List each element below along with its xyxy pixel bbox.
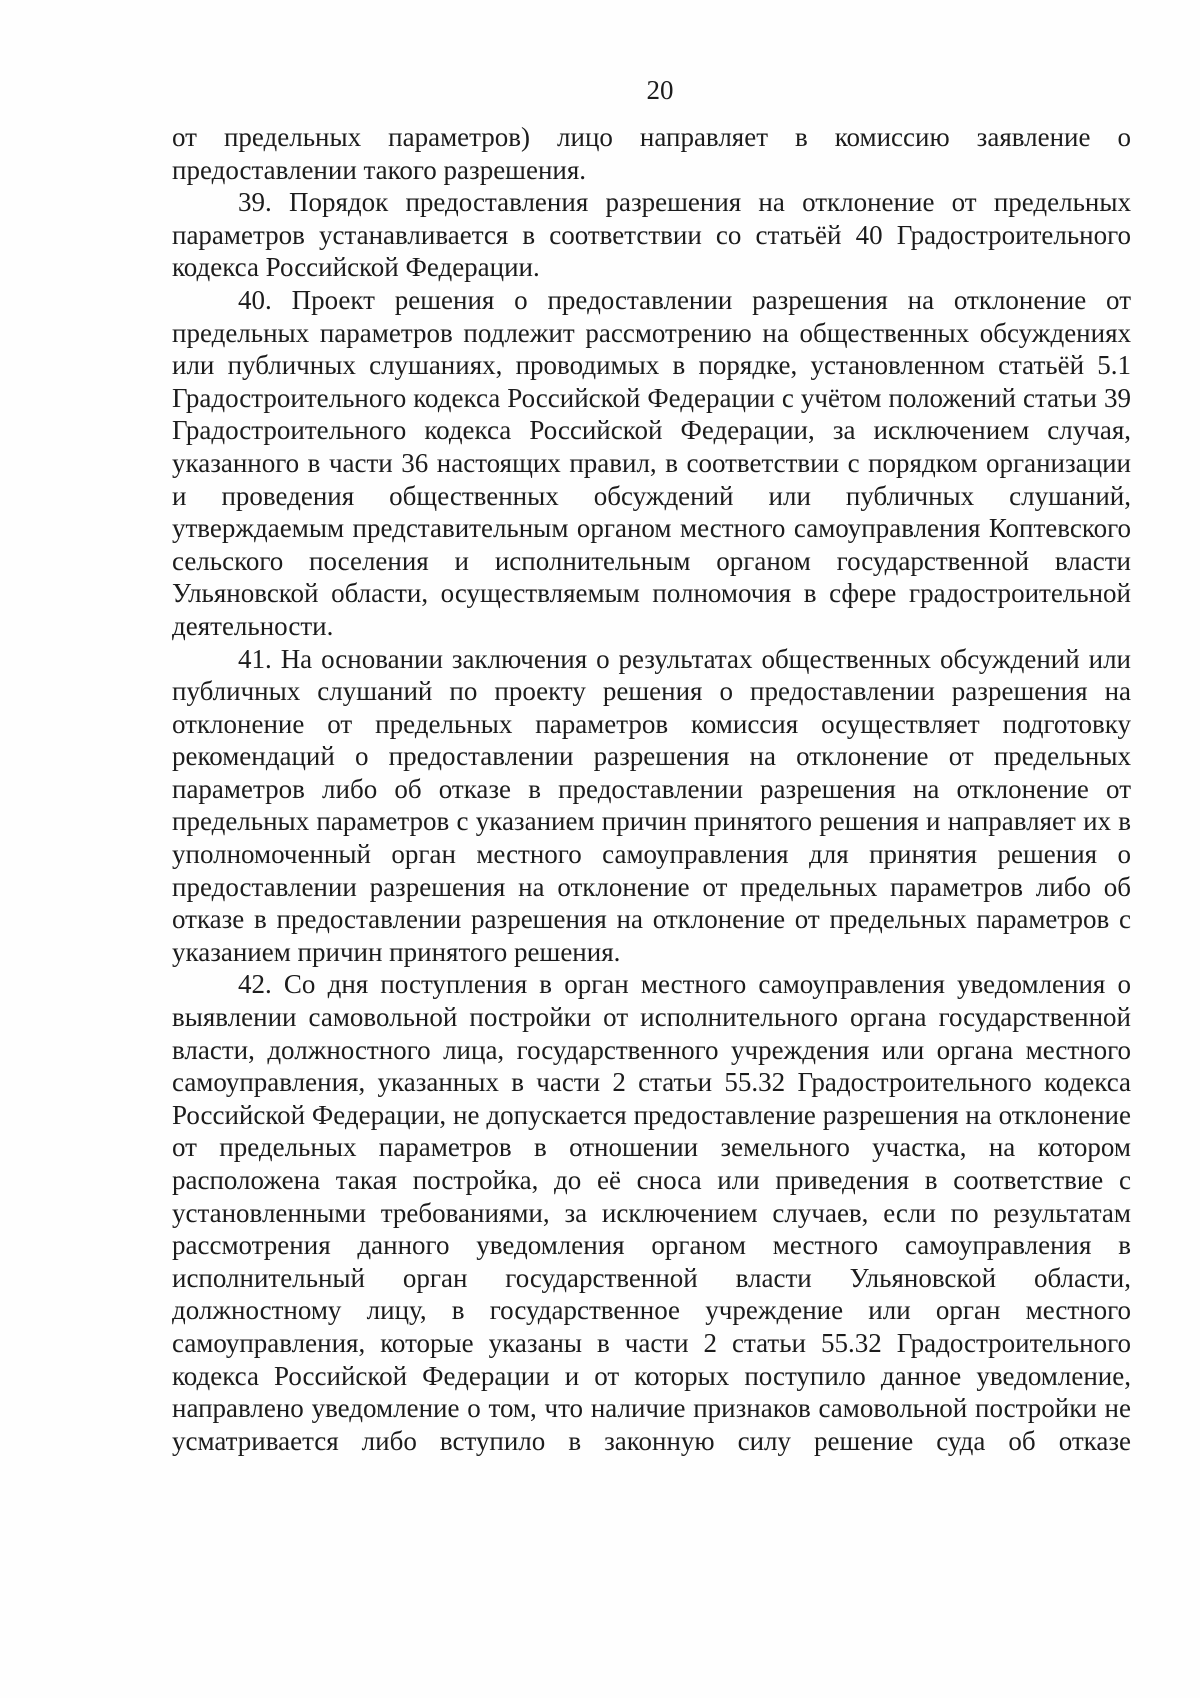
document-body xyxy=(172,121,1131,1457)
paragraph-text: Порядок предоставления разрешения на отклонение от предельных параметров устанавливается в соответствии со статьёй 40 Градостроительного кодекса Российской Федерации. xyxy=(172,187,1132,283)
paragraph-40 xyxy=(172,284,1131,643)
paragraph-continuation xyxy=(172,121,1131,186)
paragraph-41 xyxy=(172,643,1131,969)
paragraph-text: от предельных параметров) лицо направляет в комиссию заявление о предоставлении такого разрешения. xyxy=(172,122,1131,185)
paragraph-text: Со дня поступления в орган местного самоуправления уведомления о выявлении самовольной постройки от исполнительного органа государственной власти, должностного лица, государственного учреждения или органа местного самоуправления, указанных в части 2 статьи 55.32 Градостроительного кодекса Российской Федерации, не допускается предоставление разрешения на отклонение от предельных параметров в отношении земельного участка, на котором расположена такая постройка, до её сноса или приведения в соответствие с установленными требованиями, за исключением случаев, если по результатам рассмотрения данного уведомления органом местного самоуправления в исполнительный орган государственной власти Ульяновской области, должностному лицу, в государственное учреждение или орган местного самоуправления, которые указаны в части 2 статьи 55.32 Градостроительного кодекса Российской Федерации и от которых поступило данное уведомление, направлено уведомление о том, что наличие признаков самовольной постройки не усматривается либо вступило в законную силу решение суда об отказе xyxy=(172,969,1132,1456)
paragraph-42 xyxy=(172,968,1131,1457)
page-number: 20 xyxy=(646,75,674,105)
paragraph-number: 42. xyxy=(238,969,272,1000)
paragraph-number: 40. xyxy=(238,284,272,315)
paragraph-text: На основании заключения о результатах общественных обсуждений или публичных слушаний по проекту решения о предоставлении разрешения на отклонение от предельных параметров комиссия осуществляет подготовку рекомендаций о предоставлении разрешения на отклонение от предельных параметров либо об отказе в предоставлении разрешения на отклонение от предельных параметров с указанием причин принятого решения и направляет их в уполномоченный орган местного самоуправления для принятия решения о предоставлении разрешения на отклонение от предельных параметров либо об отказе в предоставлении разрешения на отклонение от предельных параметров с указанием причин принятого решения. xyxy=(172,643,1131,967)
paragraph-text: Проект решения о предоставлении разрешения на отклонение от предельных параметров подлежит рассмотрению на общественных обсуждениях или публичных слушаниях, проводимых в порядке, установленном статьёй 5.1 Градостроительного кодекса Российской Федерации с учётом положений статьи 39 Градостроительного кодекса Российской Федерации, за исключением случая, указанного в части 36 настоящих правил, в соответствии с порядком организации и проведения общественных обсуждений или публичных слушаний, утверждаемым представительным органом местного самоуправления Коптевского сельского поселения и исполнительным органом государственной власти Ульяновской области, осуществляемым полномочия в сфере градостроительной деятельности. xyxy=(172,284,1132,641)
paragraph-number: 41. xyxy=(238,643,272,674)
paragraph-39 xyxy=(172,186,1131,284)
paragraph-number: 39. xyxy=(238,187,272,218)
